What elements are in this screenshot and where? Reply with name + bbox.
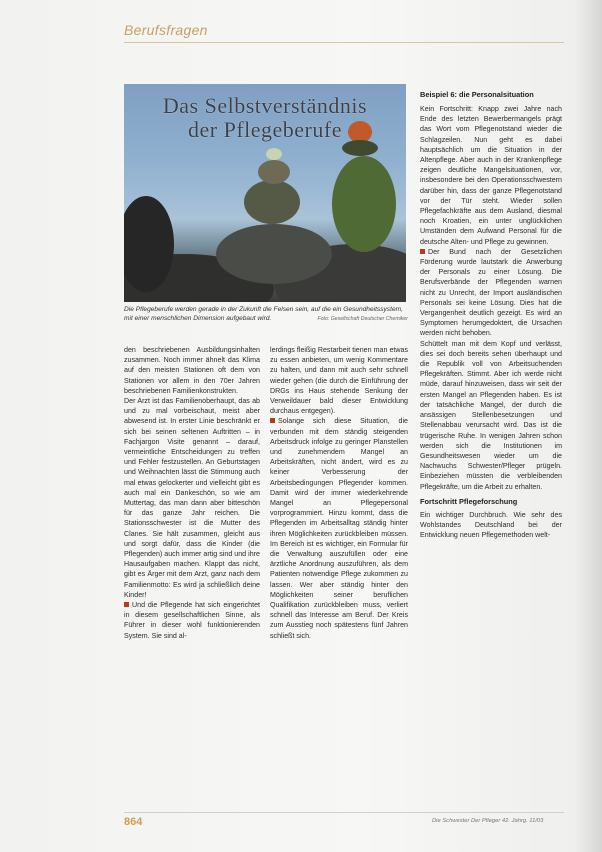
section-rule — [124, 42, 564, 43]
page-number: 864 — [124, 816, 143, 828]
photo-title-line-2: der Pflegeberufe — [188, 117, 342, 142]
footer-rule — [124, 812, 564, 813]
bullet-square-icon — [270, 418, 275, 423]
paragraph-text: Der Bund nach der Gesetzlichen Förderung wurde lautstark die Anwerbung der Personals zu einer Lösung. Die Berufsverbände der Pflegenden warnen nicht zu Unrecht, der Import ausländischen Personals sei keine Lösung. Dies hat die Vergangenheit deutlich gezeigt. Es wird an Symptomen herumgedoktert, die Ursachen werden nicht behoben. — [420, 247, 562, 338]
scan-edge-shadow — [574, 0, 602, 852]
text-column-2 — [270, 345, 408, 641]
text-column-3 — [420, 90, 562, 540]
photo-caption — [124, 306, 408, 324]
article-photo — [124, 84, 406, 302]
paragraph: Der Arzt ist das Familienoberhaupt, das ab und zu mal vorbeischaut, meist aber abwesend ist. In erster Linie beschränkt er sich bei seinen seltenen Auftritten – in Fachjargon Visite genannt – darauf, vermeintliche Entscheidungen zu treffen und Fehler festzustellen. An Geburtstagen und Weihnachten lässt die Stimmung auch mal etwas gelockerter und vielleicht gibt es auch mal ein Dankeschön, so wie am Muttertag, das man dann aber bitteschön für das ganze Jahr reichen. Die Stationsschwester ist die Mutter des Clanes. Sie hält zusammen, gleicht aus und sorgt dafür, dass die Kinder (die Pflegenden) auch immer artig sind und ihre Hausaufgaben machen. Klappt das nicht, gibt es Ärger mit dem Arzt, ganz nach dem Familienmotto: Es wird ja schließlich deine Kinder! — [124, 397, 260, 599]
paragraph — [124, 600, 260, 641]
paragraph-text: Solange sich diese Situation, die verbunden mit dem ständig steigenden Arbeitsdruck infolge zu geringer Planstellen und zunehmendem Mangel an Arbeitskräften, nicht ändert, wird es zu keiner Verbesserung der Arbeitsbedingungen Pflegender kommen. Damit wird der immer wiederkehrende Mangel an Pflegepersonal vorprogrammiert. Hinzu kommt, dass die Pflegenden im Arbeitsalltag ständig hinter ihren Möglichkeiten zurückbleiben müssen. Im Bereich ist es wichtiger, ein Formular für die Verwaltung auszufüllen oder eine ärztliche Anordnung auszuführen, als dem Patienten notwendige Pflege zukommen zu lassen. Wer aber ständig hinter den Möglichkeiten seiner beruflichen Qualifikation zurückbleiben muss, verliert schnell das Interesse am Beruf. Der Kreis zum Ausstieg noch spätestens fünf Jahren schließt sich. — [270, 417, 408, 640]
paragraph: den beschriebenen Ausbildungsinhalten zusammen. Noch immer ähnelt das Klima auf den meisten Stationen oft dem von Stationen vor allem in den 70er Jahren beschriebenen Familienkonstrukten. — [124, 346, 260, 395]
photo-title — [124, 94, 406, 142]
bullet-square-icon — [420, 249, 425, 254]
photo-title-line-1: Das Selbstverständnis — [162, 93, 368, 118]
paragraph: Schüttelt man mit dem Kopf und verlässt, dies sei doch bereits sehen überhaupt und die Republik voll von Arbeitsuchenden Pflegekräften. Stimmt. Aber ich werde nicht müde, darauf hinzuweisen, dass wir seit der ersten Mangel an Pflegenden haben. Es ist der tatsächliche Mangel, der durch die ansässigen Stellenbesetzungen und Stellenabbau verursacht wird. Das ist die trügerische Ruhe. In wenigen Jahren schon werden sich die Institutionen im Gesundheitswesen wieder um die Nachwuchs Schwester/Pfleger prügeln. Einbeziehen müssten die verbleibenden Pflegekräfte, um die Arbeit zu erhalten. — [420, 339, 562, 491]
paragraph-text: Und die Pflegende hat sich eingerichtet in diesem gesellschaftlichen Sinne, als Führer in dieser wohl funktionierenden System. Sie sind al- — [124, 601, 260, 640]
section-label: Berufsfragen — [124, 22, 208, 38]
caption-text: Die Pflegeberufe werden gerade in der Zukunft die Felsen sein, auf die ein Gesundheitssystem, mit einer menschlichen Dimension aufgebaut wird. — [124, 306, 403, 322]
subheading: Fortschritt Pflegeforschung — [420, 496, 518, 506]
journal-footer: Die Schwester Der Pfleger 42. Jahrg. 11/03 — [432, 818, 544, 824]
photo-credit: Foto: Gesellschaft Deutscher Chemiker — [317, 316, 408, 323]
paragraph: Kein Fortschritt: Knapp zwei Jahre nach Ende des letzten Bewerbermangels prägt das Wort vom Pflegenotstand wieder die Schlagzeilen. Nun geht es dabei hauptsächlich um die Situation in der Altenpflege. Aber auch in der Krankenpflege zeigen deutliche Mangelsituationen, vor, insbesondere bei den Operationsschwestern darüber hin, dass der ganze Pflegenotstand vor der Tür steht. Wieder sollen Pflegefachkräfte aus dem Ausland, diesmal noch Kroatien, ein unter unglücklichen Umständen dem Aufwand Personal für die deutsche Alten- und Pflege zu gewinnen. — [420, 105, 562, 246]
text-column-1 — [124, 345, 260, 641]
paragraph: Ein wichtiger Durchbruch. Wie sehr des Wohlstandes Deutschland bei der Entwicklung neuen Pflegemethoden welt- — [420, 510, 562, 540]
subheading: Beispiel 6: die Personalsituation — [420, 90, 534, 99]
paragraph: lerdings fleißig Restarbeit tienen man etwas zu essen anbieten, um wenig Kommentare zu halten, und dann mit auch sehr schnell wieder gehen (die durch die Einführung der DRGs ins Haus stehende Senkung der Verweildauer bald dieser Entwicklung durchaus entgegen). — [270, 346, 408, 416]
bullet-square-icon — [124, 602, 129, 607]
paragraph — [420, 247, 562, 339]
paragraph — [270, 416, 408, 640]
